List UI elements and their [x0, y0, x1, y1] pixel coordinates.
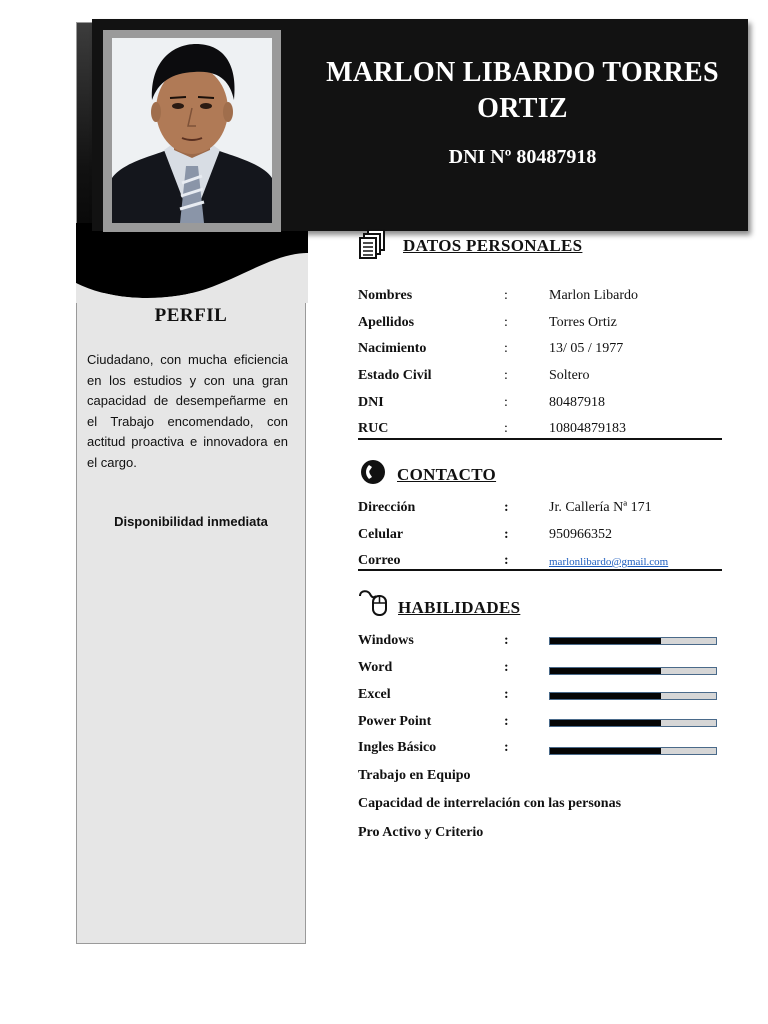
mouse-icon	[358, 588, 388, 616]
skill-label: Excel	[358, 687, 391, 702]
row-separator: :	[504, 315, 508, 330]
row-label: Nombres	[358, 288, 413, 303]
skill-row-windows	[358, 633, 722, 655]
row-separator: :	[504, 527, 509, 542]
datos-row-dni	[358, 395, 722, 417]
row-value: Marlon Libardo	[549, 288, 639, 303]
row-separator: :	[504, 421, 508, 436]
row-label: Correo	[358, 553, 401, 568]
skill-level-fill	[550, 748, 661, 754]
email-link[interactable]: marlonlibardo@gmail.com	[549, 556, 669, 568]
row-label: RUC	[358, 421, 389, 436]
row-value: 10804879183	[549, 421, 626, 436]
row-value: 950966352	[549, 527, 612, 542]
skill-level-fill	[550, 720, 661, 726]
row-separator: :	[504, 368, 508, 383]
habilidades-heading: HABILIDADES	[398, 598, 521, 617]
skill-level-fill	[550, 693, 661, 699]
person-name: MARLON LIBARDO TORRES ORTIZ	[326, 57, 719, 124]
skill-label: Ingles Básico	[358, 740, 437, 755]
row-value: Soltero	[549, 368, 590, 383]
row-label: Estado Civil	[358, 368, 432, 383]
perfil-heading: PERFIL	[154, 305, 228, 326]
row-value: 80487918	[549, 395, 605, 410]
skill-level-bar	[549, 747, 717, 755]
row-label: Nacimiento	[358, 341, 427, 356]
documents-icon	[359, 229, 387, 259]
row-label: Apellidos	[358, 315, 415, 330]
divider	[358, 438, 722, 440]
row-separator: :	[504, 633, 509, 648]
sidebar-wave-decoration	[76, 223, 308, 303]
extra-skill-interrelation: Capacidad de interrelación con las personas	[358, 796, 622, 811]
contact-row-celular	[358, 527, 722, 549]
row-label: Dirección	[358, 500, 416, 515]
perfil-text: Ciudadano, con mucha eficiencia en los estudios y con una gran capacidad de desempeñarme en el Trabajo encomendado, con actitud proactiva e innovadora en el cargo.	[87, 352, 288, 470]
skill-level-bar	[549, 667, 717, 675]
row-value: 13/ 05 / 1977	[549, 341, 624, 356]
skill-row-word	[358, 660, 722, 682]
row-separator: :	[504, 660, 509, 675]
skill-row-power-point	[358, 714, 722, 736]
divider	[358, 569, 722, 571]
person-dni: DNI Nº 80487918	[448, 146, 597, 168]
datos-row-apellidos	[358, 315, 722, 337]
row-separator: :	[504, 553, 509, 568]
contacto-heading: CONTACTO	[397, 465, 497, 484]
row-separator: :	[504, 395, 508, 410]
datos-row-nacimiento	[358, 341, 722, 363]
row-label: DNI	[358, 395, 384, 410]
datos-row-estado-civil	[358, 368, 722, 390]
row-separator: :	[504, 687, 509, 702]
skill-level-fill	[550, 638, 661, 644]
availability-text: Disponibilidad inmediata	[114, 514, 268, 529]
skill-level-bar	[549, 637, 717, 645]
row-separator: :	[504, 288, 508, 303]
skill-label: Word	[358, 660, 393, 675]
row-value: Jr. Callería Nª 171	[549, 500, 652, 515]
skill-label: Windows	[358, 633, 414, 648]
row-value: Torres Ortiz	[549, 315, 617, 330]
datos-row-nombres	[358, 288, 722, 310]
row-separator: :	[504, 500, 509, 515]
skill-row-excel	[358, 687, 722, 709]
row-separator: :	[504, 740, 509, 755]
extra-skill-teamwork: Trabajo en Equipo	[358, 768, 471, 783]
skill-label: Power Point	[358, 714, 432, 729]
skill-level-fill	[550, 668, 661, 674]
skill-level-bar	[549, 692, 717, 700]
row-label: Celular	[358, 527, 404, 542]
row-separator: :	[504, 341, 508, 356]
datos-personales-heading: DATOS PERSONALES	[403, 236, 583, 255]
phone-icon	[359, 458, 387, 486]
contact-row-correo	[358, 553, 722, 575]
profile-photo	[112, 38, 272, 223]
skill-row-ingles-basico	[358, 740, 722, 762]
contact-row-direccion	[358, 500, 722, 522]
skill-level-bar	[549, 719, 717, 727]
row-separator: :	[504, 714, 509, 729]
extra-skill-proactive: Pro Activo y Criterio	[358, 825, 484, 840]
